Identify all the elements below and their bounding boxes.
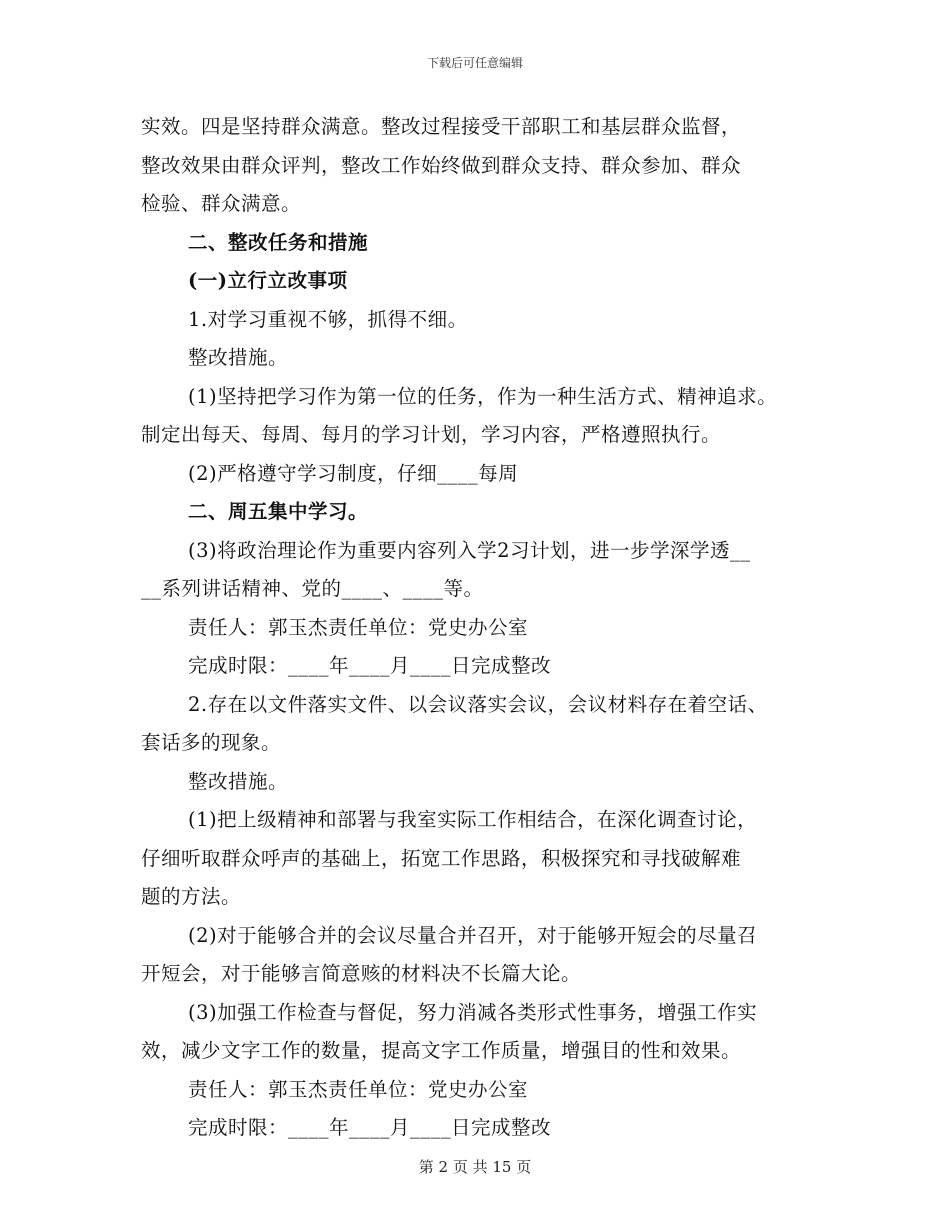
paragraph-line: 整改效果由群众评判，整改工作始终做到群众支持、群众参加、群众: [141, 153, 742, 177]
paragraph-line: (3)加强工作检查与督促，努力消减各类形式性事务，增强工作实: [188, 1000, 758, 1024]
paragraph-line: 整改措施。: [188, 769, 289, 793]
paragraph-line: (1)坚持把学习作为第一位的任务，作为一种生活方式、精神追求。: [188, 384, 778, 408]
paragraph-line: 实效。四是坚持群众满意。整改过程接受干部职工和基层群众监督，: [141, 115, 742, 138]
paragraph-line: 开短会，对于能够言简意赅的材料决不长篇大论。: [141, 962, 582, 985]
paragraph-line: 制定出每天、每周、每月的学习计划，学习内容，严格遵照执行。: [141, 423, 722, 446]
paragraph-line: 完成时限：____年____月____日完成整改: [188, 654, 552, 677]
paragraph-line: 检验、群众满意。: [141, 192, 302, 215]
paragraph-line: (2)严格遵守学习制度，仔细____每周: [188, 461, 519, 485]
paragraph-line: 套话多的现象。: [141, 731, 282, 754]
page-footer: 第 2 页 共 15 页: [418, 1158, 532, 1176]
paragraph-line: 1.对学习重视不够，抓得不细。: [188, 307, 468, 331]
paragraph-line: 责任人：郭玉杰责任单位：党史办公室: [188, 615, 529, 639]
page-header: 下载后可任意编辑: [426, 56, 523, 70]
section-heading: 二、周五集中学习。: [188, 500, 369, 523]
section-heading: 二、整改任务和措施: [188, 230, 369, 254]
paragraph-line: 完成时限：____年____月____日完成整改: [188, 1116, 552, 1139]
section-heading: (一)立行立改事项: [188, 269, 348, 292]
paragraph-line: 责任人：郭玉杰责任单位：党史办公室: [188, 1077, 529, 1101]
paragraph-line: __系列讲话精神、党的____、____等。: [141, 577, 484, 600]
paragraph-line: 整改措施。: [188, 346, 289, 369]
paragraph-line: 仔细听取群众呼声的基础上，拓宽工作思路，积极探究和寻找破解难: [141, 846, 742, 870]
document-body: [141, 108, 821, 1148]
paragraph-line: 效，减少文字工作的数量，提高文字工作质量，增强目的性和效果。: [141, 1039, 742, 1062]
paragraph-line: 2.存在以文件落实文件、以会议落实会议，会议材料存在着空话、: [188, 692, 768, 716]
paragraph-line: (3)将政治理论作为重要内容列入学2习计划，进一步学深学透__: [188, 538, 751, 562]
paragraph-line: (1)把上级精神和部署与我室实际工作相结合，在深化调查讨论，: [188, 808, 758, 831]
paragraph-line: 题的方法。: [141, 885, 242, 908]
paragraph-line: (2)对于能够合并的会议尽量合并召开，对于能够开短会的尽量召: [188, 923, 758, 947]
